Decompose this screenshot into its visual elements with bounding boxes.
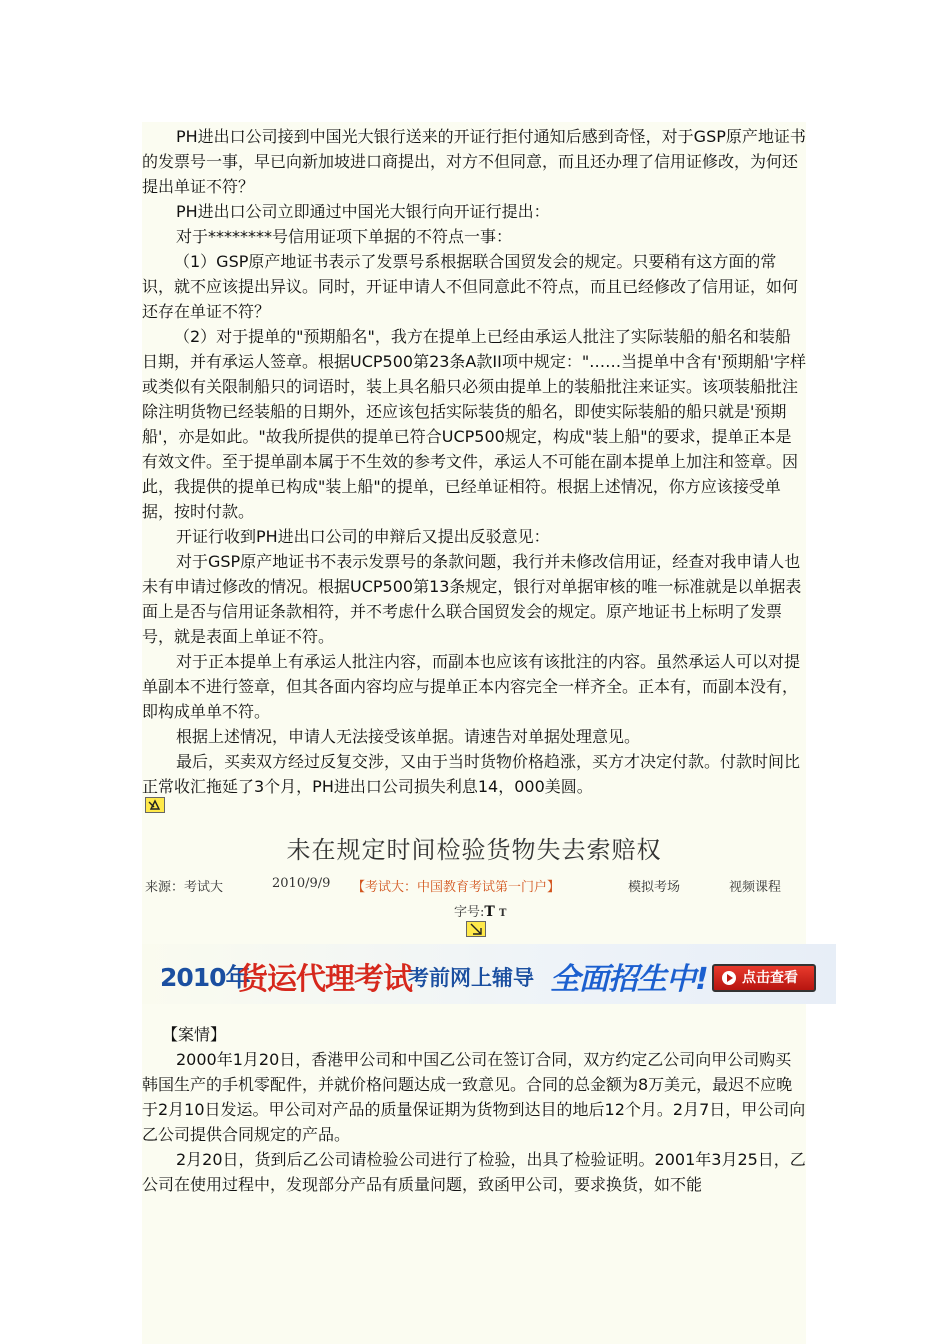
banner-button-label: 点击查看 [742,970,798,986]
print-icon[interactable] [466,921,486,937]
banner-view-button[interactable] [712,964,816,992]
banner-year: 2010年 [160,963,250,992]
play-icon [722,971,736,985]
site-link[interactable]: 【考试大：中国教育考试第一门户】 [352,880,561,895]
case-heading: 【案情】 [162,1025,227,1044]
article-body-top [142,124,806,799]
banner-enroll: 全面招生中! [550,962,708,997]
case-section [142,1022,806,1197]
article-date: 2010/9/9 [272,876,331,891]
banner-tutor: 考前网上辅导 [408,966,534,990]
paragraph: （1）GSP原产地证书表示了发票号系根据联合国贸发会的规定。只要稍有这方面的常识，就不应该提出异议。同时，开证申请人不但同意此不符点，而且已经修改了信用证，如何还存在单证不符？ [142,252,799,321]
ad-banner[interactable] [142,944,836,1004]
font-large-button[interactable]: T [484,904,495,920]
banner-exam: 货运代理考试 [238,962,412,997]
paragraph: PH进出口公司立即通过中国光大银行向开证行提出： [176,202,550,221]
paragraph: 根据上述情况，申请人无法接受该单据。请速告对单据处理意见。 [176,727,641,746]
paragraph: 对于正本提单上有承运人批注内容，而副本也应该有该批注的内容。虽然承运人可以对提单副本不进行签章，但其各面内容均应与提单正本内容完全一样齐全。正本有，而副本没有，即构成单单不符。 [142,652,801,721]
paragraph: 对于********号信用证项下单据的不符点一事： [176,227,513,246]
pagination-icon[interactable] [145,797,165,813]
video-course-link[interactable]: 视频课程 [729,880,782,895]
paragraph: 最后，买卖双方经过反复交涉，又由于当时货物价格趋涨，买方才决定付款。付款时间比正常收汇拖延了3个月，PH进出口公司损失利息14，000美圆。 [142,752,801,796]
article-title: 未在规定时间检验货物失去索赔权 [286,836,662,864]
font-small-button[interactable]: T [498,908,507,919]
paragraph: 开证行收到PH进出口公司的申辩后又提出反驳意见： [176,527,550,546]
paragraph: （2）对于提单的"预期船名"，我方在提单上已经由承运人批注了实际装船的船名和装船日期，并有承运人签章。根据UCP500第23条A款II项中规定："……当提单中含有'预期船'字样或类似有关限制船只的词语时，装上具名船只必须由提单上的装船批注来证实。该项装船批注除注明货物已经装船的日期外，还应该包括实际装货的船名，即使实际装船的船只就是'预期船'，亦是如此。"故我所提供的提单已符合UCP500规定，构成"装上船"的要求，提单正本是有效文件。至于提单副本属于不生效的参考文件，承运人不可能在副本提单上加注和签章。因此，我提供的提单已构成"装上船"的提单，已经单证相符。根据上述情况，你方应该接受单据，按时付款。 [142,327,806,521]
font-size-control [454,901,506,920]
paragraph: 对于GSP原产地证书不表示发票号的条款问题，我行并未修改信用证，经查对我申请人也未有申请过修改的情况。根据UCP500第13条规定，银行对单据审核的唯一标准就是以单据表面上是否与信用证条款相符，并不考虑什么联合国贸发会的规定。原产地证书上标明了发票号，就是表面上单证不符。 [142,552,802,646]
article-source: 来源：考试大 [145,880,224,895]
font-size-label: 字号: [454,905,485,920]
paragraph: PH进出口公司接到中国光大银行送来的开证行拒付通知后感到奇怪，对于GSP原产地证书的发票号一事，早已向新加坡进口商提出，对方不但同意，而且还办理了信用证修改，为何还提出单证不符？ [142,127,806,196]
paragraph: 2月20日，货到后乙公司请检验公司进行了检验，出具了检验证明。2001年3月25日，乙公司在使用过程中，发现部分产品有质量问题，致函甲公司，要求换货，如不能 [142,1150,806,1194]
paragraph: 2000年1月20日，香港甲公司和中国乙公司在签订合同，双方约定乙公司向甲公司购买韩国生产的手机零配件，并就价格问题达成一致意见。合同的总金额为8万美元，最迟不应晚于2月10日发运。甲公司对产品的质量保证期为货物到达目的地后12个月。2月7日，甲公司向乙公司提供合同规定的产品。 [142,1050,806,1144]
mock-exam-link[interactable]: 模拟考场 [628,880,681,895]
